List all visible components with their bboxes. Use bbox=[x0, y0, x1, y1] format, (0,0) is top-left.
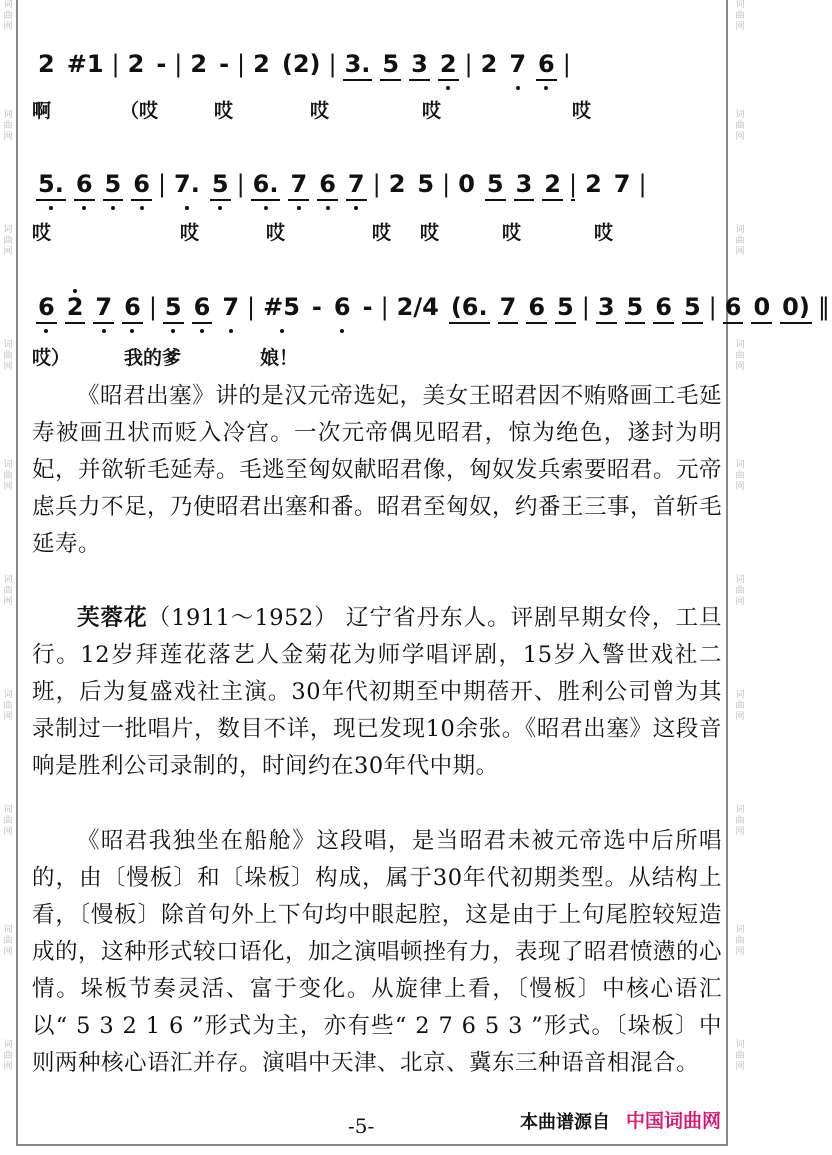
page-number: -5- bbox=[348, 1114, 375, 1138]
note: 2 bbox=[434, 50, 463, 78]
watermark-glyph: 网 bbox=[735, 827, 745, 837]
barline: | bbox=[237, 50, 246, 78]
watermark-glyph: 词 bbox=[735, 1040, 745, 1050]
watermark-glyph: 词 bbox=[735, 925, 745, 935]
lyrics-line-2 bbox=[32, 218, 722, 244]
lyric-syllable: 哎 bbox=[594, 222, 614, 244]
watermark-glyph: 曲 bbox=[735, 236, 745, 246]
watermark-glyph: 网 bbox=[735, 712, 745, 722]
note: 2 bbox=[38, 50, 55, 78]
note: 5 bbox=[481, 170, 510, 198]
barline: | bbox=[638, 170, 647, 198]
watermark-glyphs bbox=[733, 1040, 747, 1073]
note: 6 bbox=[70, 170, 99, 198]
watermark-glyph: 网 bbox=[3, 22, 13, 32]
note: 3 bbox=[510, 170, 539, 198]
watermark-glyph: 网 bbox=[3, 827, 13, 837]
watermark-glyph: 词 bbox=[3, 1040, 13, 1050]
lyric-syllable: 哎 bbox=[180, 222, 200, 244]
watermark-glyph: 词 bbox=[3, 805, 13, 815]
watermark-glyph: 词 bbox=[3, 340, 13, 350]
barline: | bbox=[562, 50, 571, 78]
paragraph-text: 《昭君我独坐在船舱》这段唱，是当昭君未被元帝选中后所唱的，由〔慢板〕和〔垛板〕构成，属于30年代初期类型。从结构上看，〔慢板〕除首句外上下句均中眼起腔，这是由于上句尾腔较短造成的，这种形式较口语化，加之演唱顿挫有力，表现了昭君愤懑的心情。垛板节奏灵活、富于变化。从旋律上看，〔慢板〕中核心语汇以“ 5 3 2 1 6 ”形式为主，亦有些“ 2 7 6 5 3 ”形式。〔垛板〕中则两种核心语汇并存。演唱中天津、北京、冀东三种语音相混合。 bbox=[32, 828, 723, 1076]
watermark-glyph: 词 bbox=[3, 225, 13, 235]
paragraph-biography bbox=[32, 600, 722, 785]
note: 5 bbox=[417, 170, 435, 198]
note: 6 bbox=[313, 170, 342, 198]
lyric-syllable: 哎 bbox=[502, 222, 522, 244]
watermark-glyph: 曲 bbox=[3, 351, 13, 361]
watermark-glyph: 曲 bbox=[3, 816, 13, 826]
score-line-1 bbox=[32, 50, 722, 78]
watermark-glyphs bbox=[733, 110, 747, 143]
note: 5 bbox=[621, 293, 650, 321]
paragraph-story bbox=[32, 378, 722, 563]
lyric-syllable: 哎 bbox=[266, 222, 286, 244]
barline: | bbox=[328, 50, 337, 78]
lyric-syllable: 哎 bbox=[32, 222, 52, 244]
lyric-syllable: 哎 bbox=[420, 222, 440, 244]
note: (2) bbox=[281, 50, 321, 78]
note: 6 bbox=[522, 293, 551, 321]
watermark-glyphs bbox=[1, 460, 15, 493]
lyric-syllable: 娘！ bbox=[260, 347, 299, 369]
watermark-glyph: 词 bbox=[735, 340, 745, 350]
note: 5 bbox=[678, 293, 707, 321]
note: 2 bbox=[190, 50, 208, 78]
watermark-glyphs bbox=[733, 340, 747, 373]
watermark-glyph: 曲 bbox=[3, 236, 13, 246]
watermark-glyph: 网 bbox=[3, 482, 13, 492]
barline: | bbox=[372, 170, 381, 198]
note: 6. bbox=[247, 170, 285, 198]
watermark-glyphs bbox=[733, 460, 747, 493]
note: 5 bbox=[206, 170, 235, 198]
note: 6 bbox=[127, 170, 156, 198]
watermark-glyphs bbox=[1, 690, 15, 723]
barline: | bbox=[148, 293, 157, 321]
note: 7 bbox=[284, 170, 313, 198]
paragraph-text: （1911～1952） 辽宁省丹东人。评剧早期女伶，工旦行。12岁拜莲花落艺人金菊花为师学唱评剧，15岁入警世戏社二班，后为复盛戏社主演。30年代初期至中期蓓开、胜利公司曾为其录制过一批唱片，数目不详，现已发现10余张。《昭君出塞》这段音响是胜利公司录制的，时间约在30年代中期。 bbox=[32, 605, 722, 779]
lyric-syllable: 我的爹 bbox=[124, 347, 182, 369]
watermark-glyph: 网 bbox=[3, 1062, 13, 1072]
lyric-syllable: （哎 bbox=[120, 100, 159, 122]
note: 2 bbox=[127, 50, 145, 78]
watermark-glyph: 网 bbox=[735, 1062, 745, 1072]
lyric-syllable: 哎 bbox=[422, 100, 442, 122]
note: 7 bbox=[216, 293, 245, 321]
note: 6 bbox=[188, 293, 217, 321]
note: 6 bbox=[532, 50, 561, 78]
lyrics-line-3 bbox=[32, 343, 722, 369]
paragraph-text: 《昭君出塞》讲的是汉元帝选妃，美女王昭君因不贿赂画工毛延寿被画丑状而贬入冷宫。一次元帝偶见昭君，惊为绝色，遂封为明妃，并欲斩毛延寿。毛逃至匈奴献昭君像，匈奴发兵索要昭君。元帝虑兵力不足，乃使昭君出塞和番。昭君至匈奴，约番王三事，首斩毛延寿。 bbox=[32, 383, 723, 557]
performer-name: 芙蓉花 bbox=[77, 605, 148, 631]
lyric-syllable: 哎 bbox=[572, 100, 592, 122]
watermark-glyph: 词 bbox=[3, 690, 13, 700]
watermark-glyph: 网 bbox=[735, 482, 745, 492]
watermark-glyph: 网 bbox=[3, 947, 13, 957]
watermark-glyph: 曲 bbox=[735, 1051, 745, 1061]
watermark-glyph: 曲 bbox=[735, 586, 745, 596]
watermark-glyph: 曲 bbox=[735, 121, 745, 131]
watermark-glyphs bbox=[733, 690, 747, 723]
watermark-glyph: 曲 bbox=[3, 701, 13, 711]
watermark-glyphs bbox=[1, 925, 15, 958]
watermark-glyph: 词 bbox=[735, 225, 745, 235]
note: 7 bbox=[342, 170, 371, 198]
watermark-glyphs bbox=[1, 110, 15, 143]
watermark-glyph: 曲 bbox=[735, 11, 745, 21]
source-label: 本曲谱源自 bbox=[520, 1112, 610, 1133]
watermark-glyph: 曲 bbox=[3, 1051, 13, 1061]
note: (6. bbox=[445, 293, 494, 321]
watermark-glyphs bbox=[1, 575, 15, 608]
watermark-glyph: 网 bbox=[3, 597, 13, 607]
watermark-glyphs bbox=[733, 925, 747, 958]
note: - bbox=[219, 50, 230, 78]
watermark-glyph: 曲 bbox=[3, 121, 13, 131]
note: 0) bbox=[776, 293, 816, 321]
note: 0 bbox=[747, 293, 776, 321]
barline: ‖ bbox=[817, 293, 830, 321]
barline: | bbox=[464, 50, 473, 78]
lyric-syllable: 哎 bbox=[310, 100, 330, 122]
watermark-glyphs bbox=[1, 805, 15, 838]
watermark-glyph: 词 bbox=[3, 575, 13, 585]
note: 2/4 bbox=[396, 293, 439, 321]
note: 6 bbox=[328, 293, 357, 321]
watermark-glyph: 网 bbox=[735, 247, 745, 257]
watermark-glyph: 曲 bbox=[3, 471, 13, 481]
note: 6 bbox=[719, 293, 748, 321]
note: 5. bbox=[32, 170, 70, 198]
note: 3 bbox=[592, 293, 621, 321]
watermark-glyph: 词 bbox=[3, 460, 13, 470]
lyrics-line-1 bbox=[32, 96, 722, 122]
barline: | bbox=[380, 293, 389, 321]
watermark-glyphs bbox=[733, 225, 747, 258]
note: - bbox=[362, 293, 373, 321]
watermark-glyph: 网 bbox=[735, 597, 745, 607]
score-line-3 bbox=[32, 293, 830, 321]
note: 2 bbox=[538, 170, 567, 198]
watermark-glyph: 词 bbox=[735, 690, 745, 700]
barline: | bbox=[581, 293, 590, 321]
note: 6 bbox=[649, 293, 678, 321]
note: 3. bbox=[339, 50, 377, 78]
barline: | bbox=[174, 50, 183, 78]
watermark-glyphs bbox=[1, 1040, 15, 1073]
watermark-glyphs bbox=[1, 0, 15, 33]
watermark-glyph: 网 bbox=[3, 362, 13, 372]
note: 7 bbox=[613, 170, 631, 198]
watermark-glyph: 词 bbox=[735, 110, 745, 120]
watermark-glyphs bbox=[733, 575, 747, 608]
brand-link[interactable]: 中国词曲网 bbox=[626, 1110, 722, 1132]
note: 3 bbox=[405, 50, 434, 78]
watermark-glyph: 词 bbox=[735, 460, 745, 470]
watermark-glyph: 曲 bbox=[3, 11, 13, 21]
lyric-syllable: 哎） bbox=[32, 347, 71, 369]
watermark-glyph: 曲 bbox=[735, 816, 745, 826]
watermark-glyph: 网 bbox=[735, 947, 745, 957]
watermark-glyphs bbox=[1, 340, 15, 373]
watermark-glyph: 网 bbox=[3, 247, 13, 257]
barline: | bbox=[708, 293, 717, 321]
note: #5 bbox=[257, 293, 306, 321]
note: - bbox=[311, 293, 322, 321]
lyric-syllable: 哎 bbox=[214, 100, 234, 122]
note: 2 bbox=[253, 50, 270, 78]
watermark-glyph: 曲 bbox=[735, 936, 745, 946]
watermark-glyph: 词 bbox=[3, 925, 13, 935]
lyric-syllable: 哎 bbox=[372, 222, 392, 244]
barline: | bbox=[247, 293, 256, 321]
note: 5 bbox=[99, 170, 128, 198]
watermark-glyph: 曲 bbox=[735, 471, 745, 481]
note: 7 bbox=[89, 293, 118, 321]
note: 2 bbox=[585, 170, 602, 198]
watermark-glyph: 词 bbox=[3, 0, 13, 10]
watermark-glyph: 网 bbox=[3, 712, 13, 722]
note: - bbox=[156, 50, 167, 78]
note: 7 bbox=[503, 50, 532, 78]
barline: | bbox=[236, 170, 245, 198]
watermark-glyph: 网 bbox=[735, 132, 745, 142]
watermark-glyph: 曲 bbox=[735, 701, 745, 711]
watermark-glyph: 网 bbox=[735, 362, 745, 372]
watermark-glyph: 曲 bbox=[3, 586, 13, 596]
watermark-glyphs bbox=[733, 805, 747, 838]
watermark-glyphs bbox=[1, 225, 15, 258]
watermark-glyph: 曲 bbox=[3, 936, 13, 946]
note: 6 bbox=[118, 293, 147, 321]
watermark-glyph: 词 bbox=[735, 805, 745, 815]
note: 0 bbox=[458, 170, 475, 198]
watermark-glyph: 网 bbox=[735, 22, 745, 32]
barline: | bbox=[442, 170, 451, 198]
watermark-glyphs bbox=[733, 0, 747, 33]
note: 2 bbox=[480, 50, 498, 78]
watermark-glyph: 词 bbox=[735, 0, 745, 10]
note: 5 bbox=[159, 293, 188, 321]
note: 7. bbox=[168, 170, 206, 198]
note: 5 bbox=[376, 50, 405, 78]
score-line-2 bbox=[32, 170, 722, 198]
note: 2 bbox=[61, 293, 90, 321]
note: 2 bbox=[388, 170, 406, 198]
barline: | bbox=[157, 170, 167, 198]
watermark-glyph: 曲 bbox=[735, 351, 745, 361]
watermark-glyph: 词 bbox=[735, 575, 745, 585]
note: #1 bbox=[66, 50, 104, 78]
lyric-syllable: 啊 bbox=[32, 100, 52, 122]
barline: | bbox=[569, 170, 578, 198]
barline: | bbox=[111, 50, 120, 78]
note: 7 bbox=[494, 293, 523, 321]
note: 5 bbox=[551, 293, 580, 321]
paragraph-analysis bbox=[32, 823, 722, 1082]
watermark-glyph: 网 bbox=[3, 132, 13, 142]
note: 6 bbox=[32, 293, 61, 321]
watermark-glyph: 词 bbox=[3, 110, 13, 120]
